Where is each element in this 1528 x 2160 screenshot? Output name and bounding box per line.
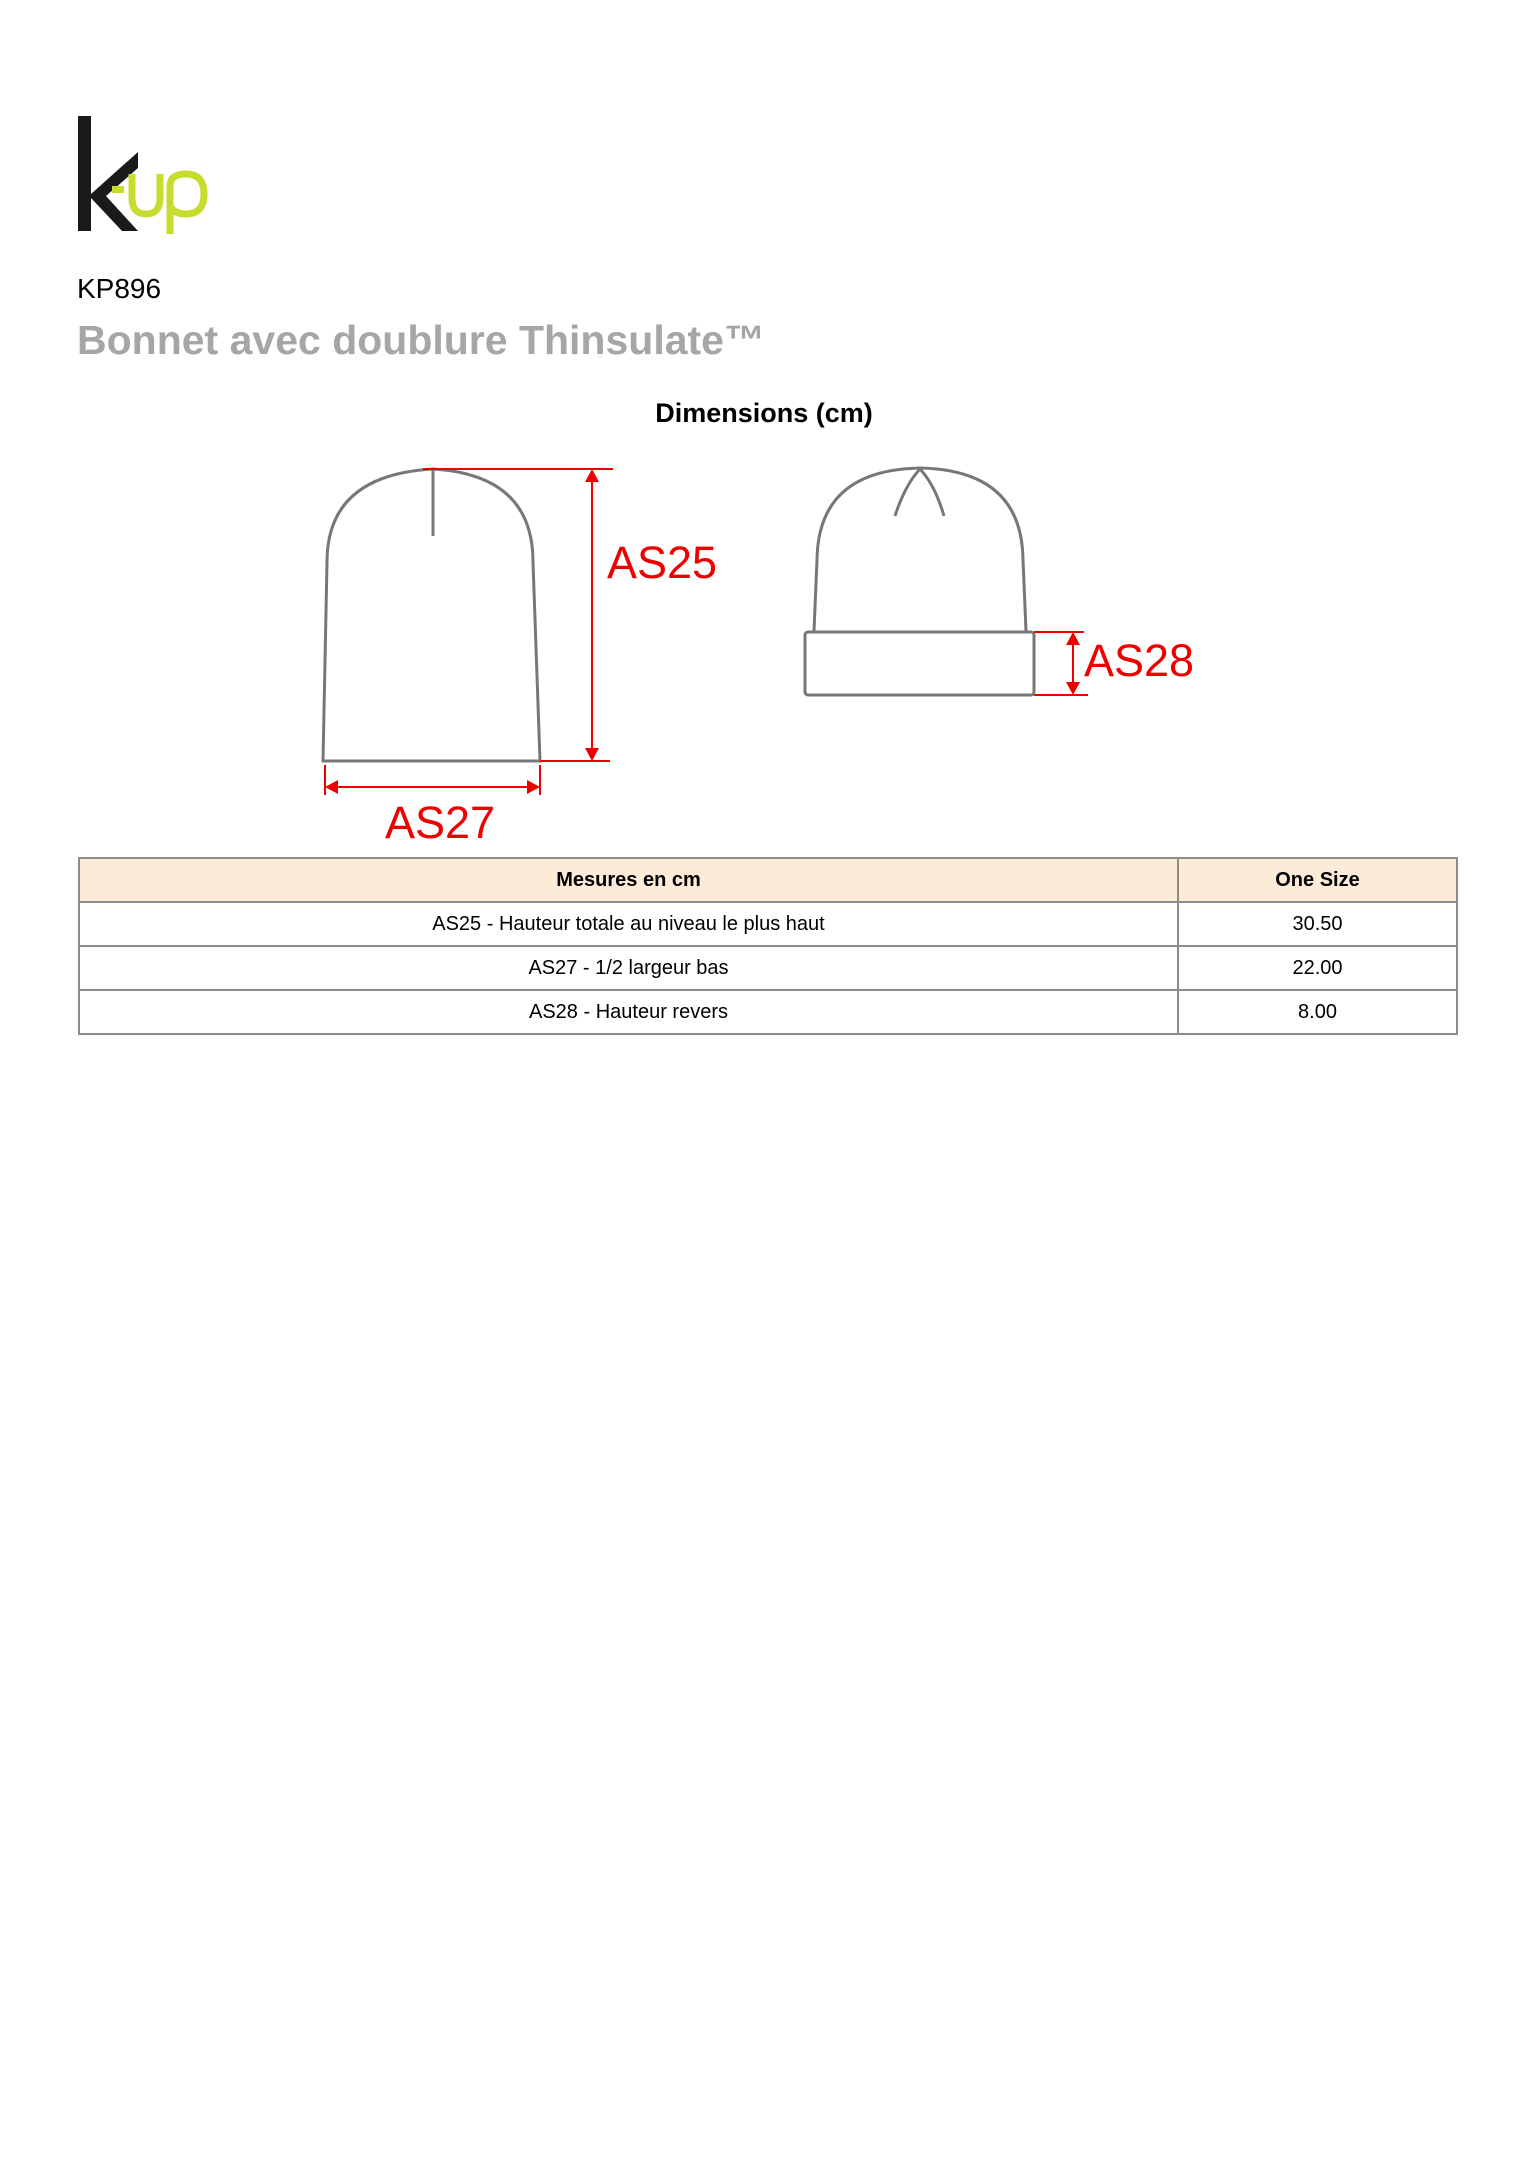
cuffed-beanie-crown-fold (895, 469, 944, 516)
table-row (79, 902, 1457, 946)
as28-arrow-up (1066, 632, 1080, 645)
as25-arrow-down (585, 748, 599, 761)
row-label: AS25 - Hauteur totale au niveau le plus haut (79, 902, 1178, 946)
as28-label: AS28 (1083, 635, 1195, 686)
beanie-dimension-diagram (0, 455, 1528, 855)
k-up-logo (76, 116, 232, 236)
cuffed-beanie-cuff (805, 632, 1034, 695)
cuffed-beanie-crown (814, 468, 1026, 631)
header-one-size: One Size (1178, 858, 1457, 902)
as25-arrow-up (585, 469, 599, 482)
as27-label: AS27 (384, 797, 496, 848)
row-label: AS27 - 1/2 largeur bas (79, 946, 1178, 990)
table-header-row (79, 858, 1457, 902)
as27-arrow-left (325, 780, 338, 794)
product-reference: KP896 (77, 273, 162, 304)
measurements-table (78, 857, 1458, 1035)
as28-arrow-down (1066, 682, 1080, 695)
brand-logo (76, 116, 232, 236)
table-row (79, 946, 1457, 990)
row-value: 22.00 (1178, 946, 1457, 990)
table-row (79, 990, 1457, 1034)
as25-label: AS25 (606, 537, 718, 588)
dimensions-title: Dimensions (cm) (655, 398, 873, 428)
as27-arrow-right (527, 780, 540, 794)
row-label: AS28 - Hauteur revers (79, 990, 1178, 1034)
product-name: Bonnet avec doublure Thinsulate™ (77, 317, 765, 363)
header-measures: Mesures en cm (79, 858, 1178, 902)
row-value: 30.50 (1178, 902, 1457, 946)
row-value: 8.00 (1178, 990, 1457, 1034)
